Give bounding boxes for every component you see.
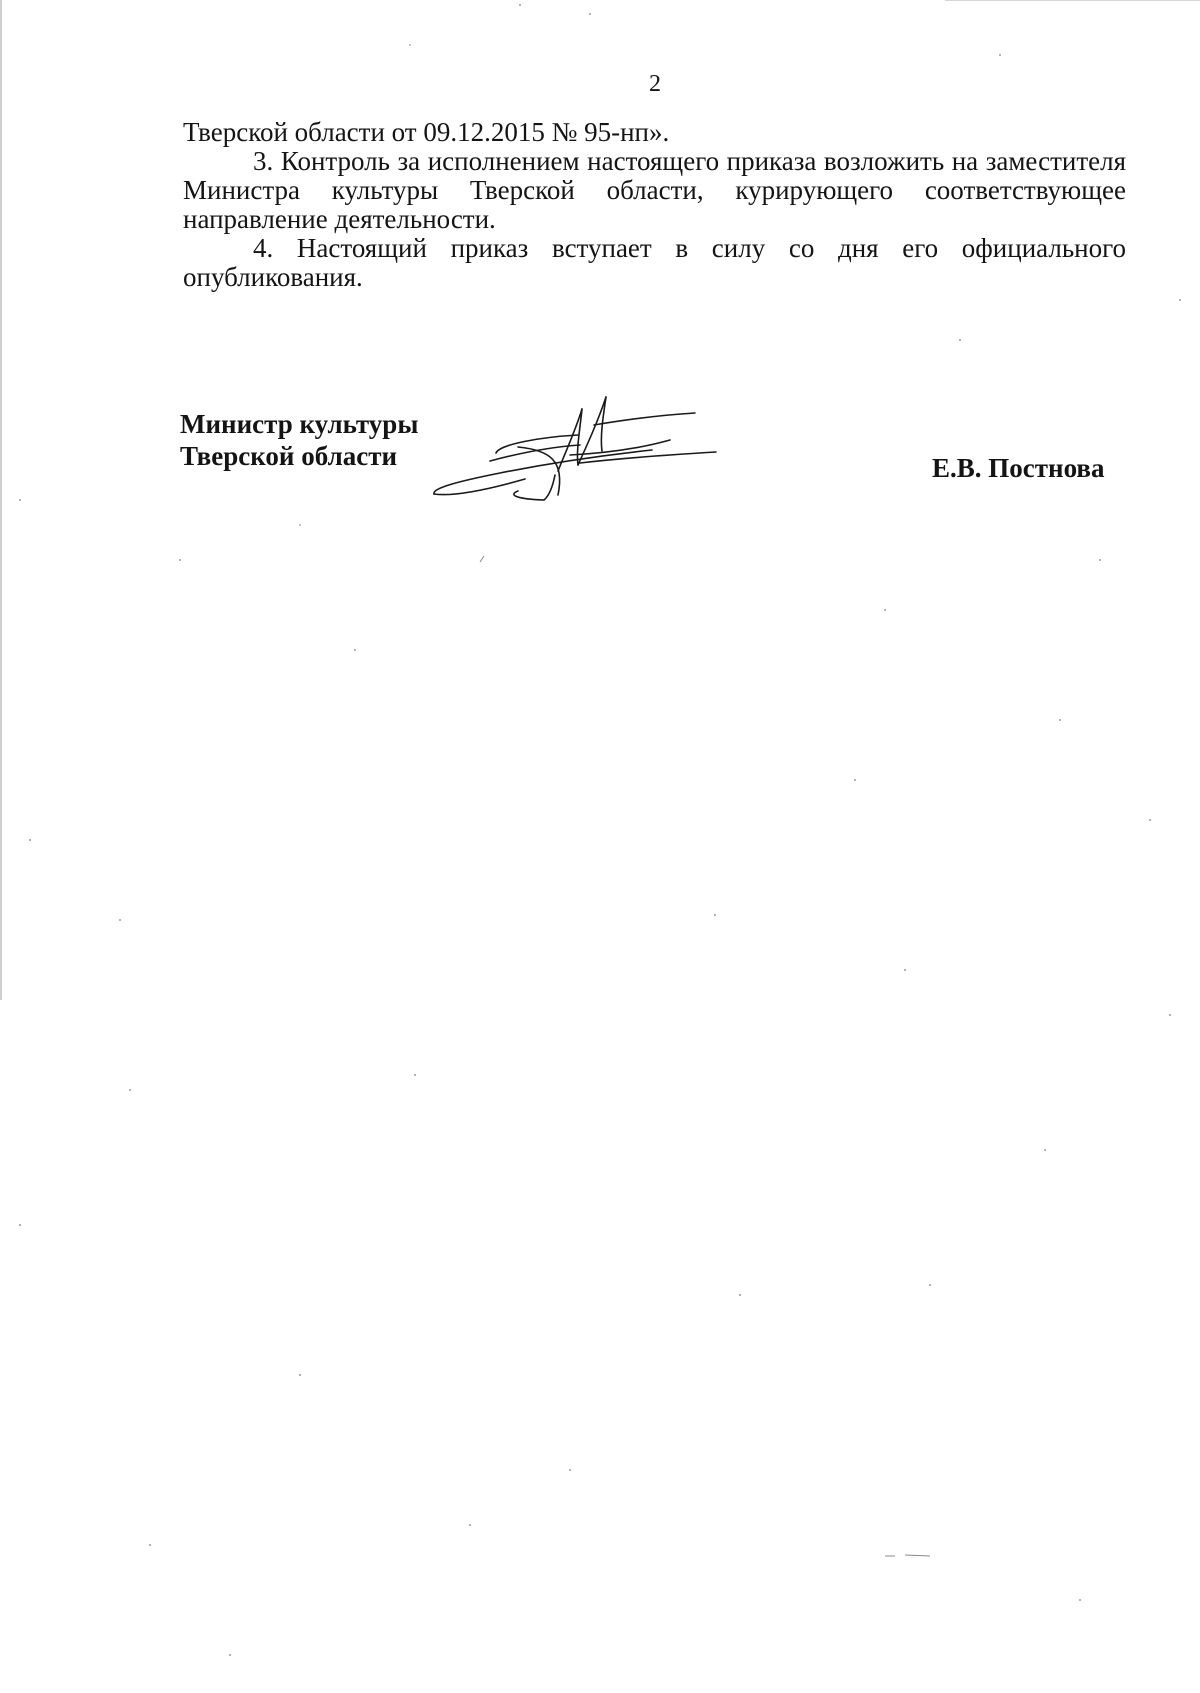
paragraph-3: 3. Контроль за исполнением настоящего приказа возложить на заместителя Министра культуры Тверской области, курирующего соответствующее направление деятельности. xyxy=(183,146,1126,234)
paragraph-4: 4. Настоящий приказ вступает в силу со дня его официального опубликования. xyxy=(183,233,1126,292)
signature-block xyxy=(0,0,1200,520)
signatory-position-line2: Тверской области xyxy=(180,441,398,471)
handwritten-signature xyxy=(430,395,730,515)
signatory-name: Е.В. Постнова xyxy=(932,453,1105,483)
page-number: 2 xyxy=(649,71,661,97)
paragraph-continuation: Тверской области от 09.12.2015 № 95-нп». xyxy=(183,117,670,147)
signatory-position xyxy=(180,408,418,472)
signatory-position-line1: Министр культуры xyxy=(180,409,419,439)
